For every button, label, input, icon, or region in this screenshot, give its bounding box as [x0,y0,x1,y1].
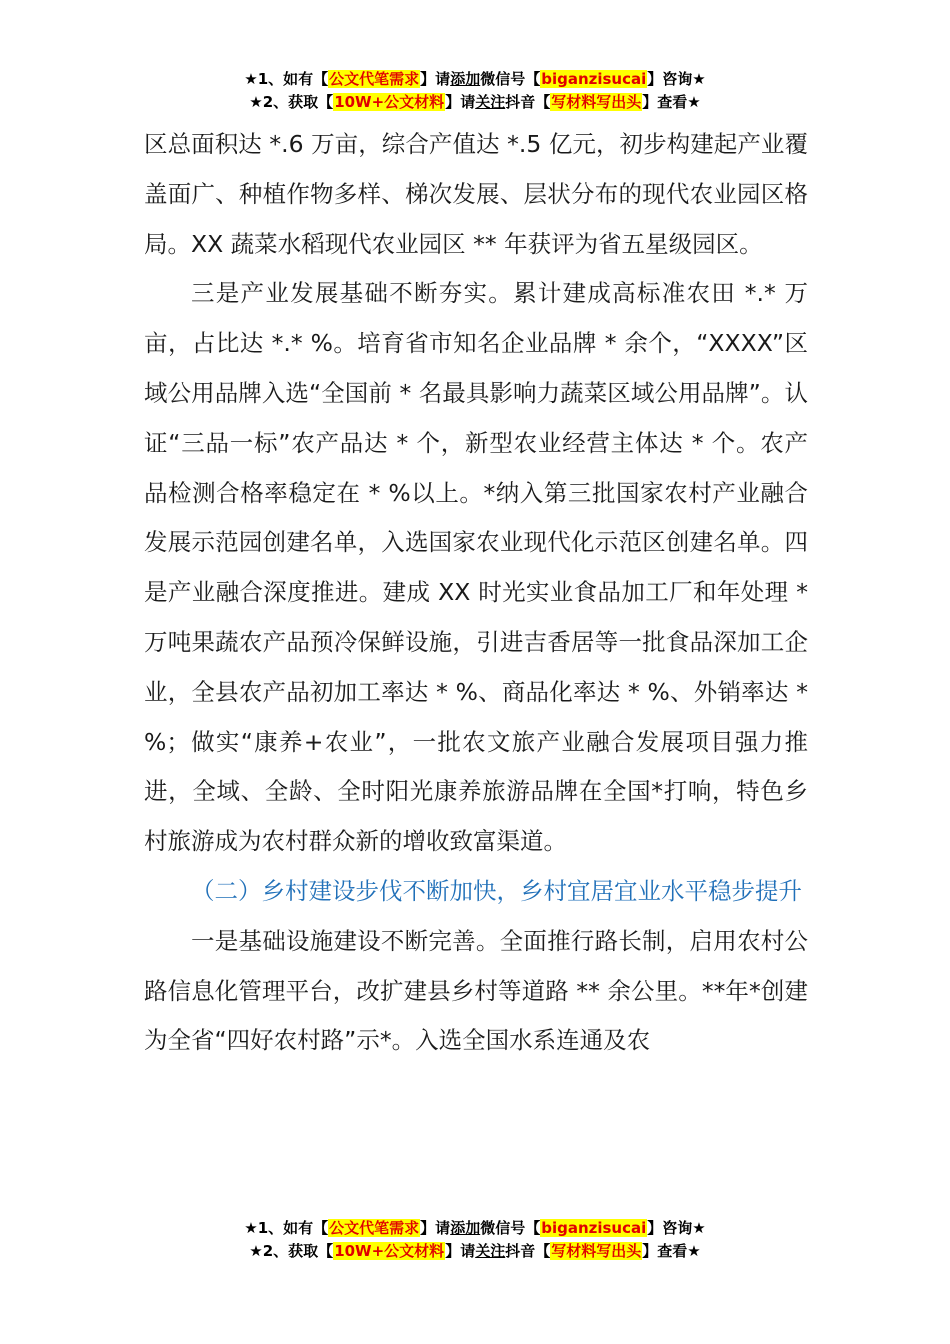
banner-text: 抖音【 [505,93,551,111]
banner-text: 】查看★ [642,93,701,111]
highlight-service: 公文代笔需求 [329,1219,420,1237]
banner-text: 抖音【 [505,1242,551,1260]
banner-text: ★2、获取【 [249,93,334,111]
highlight-materials: 10W+公文材料 [334,93,445,111]
highlight-douyin-account: 写材料写出头 [551,93,642,111]
highlight-materials: 10W+公文材料 [334,1242,445,1260]
section-heading: （二）乡村建设步伐不断加快，乡村宜居宜业水平稳步提升 [191,876,802,905]
banner-text: 】咨询★ [647,70,706,88]
banner-text: 】请 [420,70,451,88]
paragraph-park-area: 区总面积达 *.6 万亩，综合产值达 *.5 亿元，初步构建起产业覆盖面广、种植作物多样、梯次发展、层状分布的现代农业园区格局。XX 蔬菜水稻现代农业园区 ** 年获评为省五星级园区。 [144,130,808,258]
paragraph-infrastructure: 一是基础设施建设不断完善。全面推行路长制，启用农村公路信息化管理平台，改扩建县乡村等道路 ** 余公里。**年*创建为全省“四好农村路”示*。入选全国水系连通及农 [144,926,808,1055]
banner-text: ★1、如有【 [244,70,329,88]
highlight-service: 公文代笔需求 [329,70,420,88]
paragraph-industry-foundation: 三是产业发展基础不断夯实。累计建成高标准农田 *.* 万亩，占比达 *.* %。培育省市知名企业品牌 * 余个，“XXXX”区域公用品牌入选“全国前 * 名最具影响力蔬菜区域公用品牌”。认证“三品一标”农产品达 * 个，新型农业经营主体达 * 个。农产品检测合格率稳定在 * %以上。*纳入第三批国家农村产业融合发展示范园创建名单，入选国家农业现代化示范区创建名单。四是产业融合深度推进。建成 XX 时光实业食品加工厂和年处理 * 万吨果蔬农产品预冷保鲜设施，引进吉香居等一批食品深加工企业，全县农产品初加工率达 * %、商品化率达 * %、外销率达 * %；做实“康养+农业”，一批农文旅产业融合发展项目强力推进，全域、全龄、全时阳光康养旅游品牌在全国*打响，特色乡村旅游成为农村群众新的增收致富渠道。 [144,279,808,856]
banner-text: 微信号【 [480,70,541,88]
highlight-douyin-account: 写材料写出头 [551,1242,642,1260]
footer-banner [0,1217,950,1263]
banner-text: ★1、如有【 [244,1219,329,1237]
banner-text: 】请 [445,93,476,111]
header-banner-line-1 [0,68,950,91]
banner-underlined-text: 关注 [475,93,506,111]
highlight-wechat-id: biganzisucai [541,1219,647,1237]
banner-text: 】请 [445,1242,476,1260]
header-banner [0,68,950,114]
banner-text: ★2、获取【 [249,1242,334,1260]
footer-banner-line-1 [0,1217,950,1240]
header-banner-line-2 [0,91,950,114]
document-body [144,120,808,1066]
banner-text: 微信号【 [480,1219,541,1237]
banner-underlined-text: 添加 [450,70,481,88]
footer-banner-line-2 [0,1240,950,1263]
banner-text: 】查看★ [642,1242,701,1260]
banner-underlined-text: 关注 [475,1242,506,1260]
banner-text: 】咨询★ [647,1219,706,1237]
banner-underlined-text: 添加 [450,1219,481,1237]
banner-text: 】请 [420,1219,451,1237]
highlight-wechat-id: biganzisucai [541,70,647,88]
